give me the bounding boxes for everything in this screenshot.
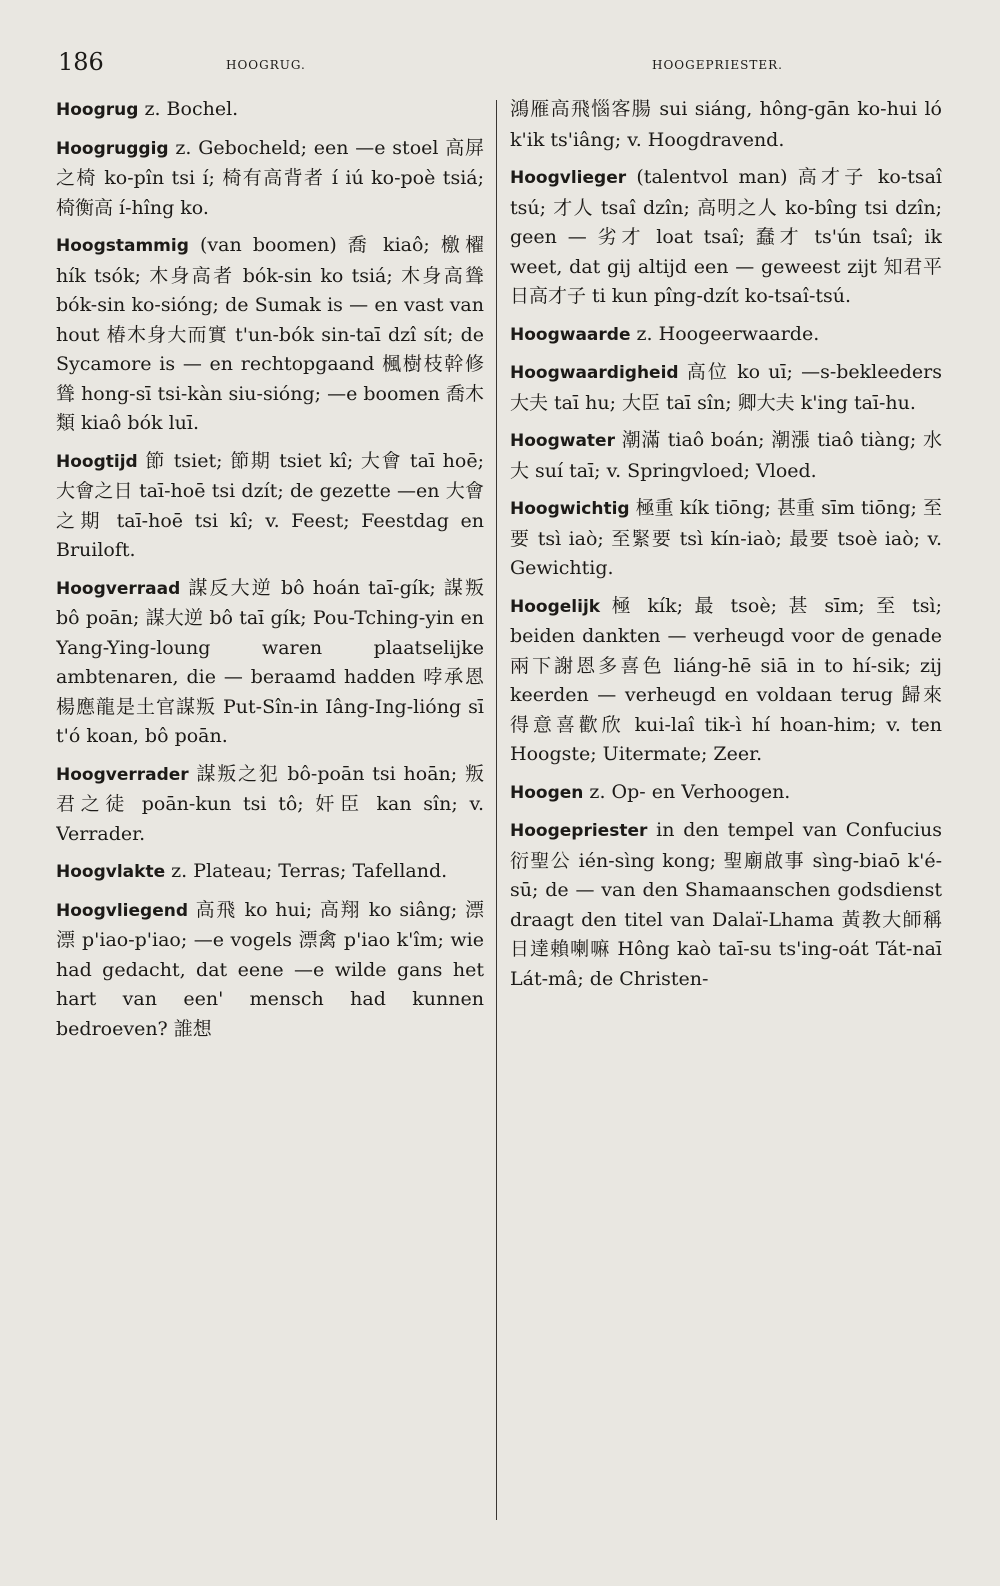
entry-text: (van boomen) 喬 kiaô; 檄櫂 hík tsók; 木身高者 bók-sin ko tsiá; 木身高聳 bók-sin ko-sióng; de Sumak is — en vast van hout 椿木身大而實 t'un-bók sin-taī dzî sít; de Sycamore is — en rechtopgaand 楓樹枝幹修聳 hong-sī tsi-kàn siu-sióng; —e boomen 喬木類 kiaô bók luī. (56, 234, 484, 434)
entry-headword: Hoogrug (56, 100, 139, 120)
entry-text: (talentvol man) 高才子 ko-tsaî tsú; 才人 tsaî dzîn; 高明之人 ko-bîng tsi dzîn; geen — 劣才 loat tsaî; 蠢才 ts'ún tsaî; ik weet, dat gij altijd een — geweest zijt 知君平日高才子 ti kun pîng-dzít ko-tsaî-tsú. (510, 166, 942, 307)
entry-headword: Hoogtijd (56, 451, 138, 472)
dictionary-entry (56, 447, 484, 566)
dictionary-entry (510, 494, 942, 584)
left-running-head: HOOGRUG. (226, 58, 306, 72)
entry-text: 謀叛之犯 bô-poān tsi hoān; 叛君之徒 poān-kun tsi tô; 奸臣 kan sîn; v. Verrader. (56, 762, 484, 845)
entry-headword: Hoogverraad (56, 578, 181, 599)
entry-text: 高飛 ko hui; 高翔 ko siâng; 漂漂 p'iao-p'iao; —e vogels 漂禽 p'iao k'îm; wie had gedacht, dat eene —e wilde gans het hart van een' mensch had kunnen bedroeven? 誰想 (56, 898, 484, 1040)
page-number: 186 (58, 48, 104, 76)
dictionary-entry (56, 95, 484, 126)
dictionary-entry (510, 320, 942, 351)
entry-text: in den tempel van Confucius 衍聖公 ién-sìng kong; 聖廟啟事 sìng-biaō k'é-sū; de — van den Shamaanschen godsdienst draagt den titel van Dalaï-Lhama 黃教大師稱日達賴喇嘛 Hông kaò taī-su ts'ing-oát Tát-naī Lát-mâ; de Christen- (510, 819, 942, 990)
right-column (510, 95, 942, 1545)
entry-headword: Hoogen (510, 782, 584, 803)
entry-text: z. Bochel. (138, 98, 239, 120)
entry-headword: Hoogruggig (56, 138, 169, 159)
left-column (56, 95, 484, 1545)
entry-headword: Hoogelijk (510, 596, 601, 617)
entry-headword: Hoogvlieger (510, 168, 627, 188)
column-divider (496, 100, 497, 1520)
entry-text: 極重 kík tiōng; 甚重 sīm tiōng; 至要 tsì iaò; 至緊要 tsì kín-iaò; 最要 tsoè iaò; v. Gewichtig. (510, 497, 942, 579)
dictionary-entry (56, 760, 484, 850)
dictionary-entry (510, 426, 942, 486)
entry-text: z. Hoogeerwaarde. (630, 322, 820, 345)
entry-headword: Hoogepriester (510, 821, 648, 841)
dictionary-entry (510, 358, 942, 418)
entry-text: 鴻雁高飛惱客腸 sui siáng, hông-gān ko-hui ló k'ik ts'iâng; v. Hoogdravend. (510, 98, 942, 151)
entry-headword: Hoogvliegend (56, 900, 188, 921)
dictionary-entry (56, 134, 484, 224)
dictionary-entry (56, 857, 484, 888)
dictionary-entry (510, 592, 942, 770)
entry-text: 極 kík; 最 tsoè; 甚 sīm; 至 tsì; beiden dankten — verheugd voor de genade 兩下謝恩多喜色 liáng-hē siā in to hí-sik; zij keerden — verheugd en voldaan terug 歸來得意喜歡欣 kui-laî tik-ì hí hoan-him; v. ten Hoogste; Uitermate; Zeer. (510, 594, 942, 765)
entry-headword: Hoogwaardigheid (510, 363, 679, 383)
entry-text: z. Op- en Verhoogen. (583, 780, 791, 803)
dictionary-entry (56, 574, 484, 752)
entry-headword: Hoogwater (510, 431, 615, 451)
entry-text: 節 tsiet; 節期 tsiet kî; 大會 taī hoē; 大會之日 taī-hoē tsi dzít; de gezette —en 大會之期 taī-hoē tsi kî; v. Feest; Feestdag en Bruiloft. (56, 449, 484, 561)
dictionary-entry (510, 778, 942, 809)
entry-text: z. Plateau; Terras; Tafelland. (165, 860, 448, 882)
dictionary-entry (56, 231, 484, 439)
entry-headword: Hoogvlakte (56, 862, 166, 882)
dictionary-entry (510, 95, 942, 155)
entry-text: z. Gebocheld; een —e stoel 高屏之椅 ko-pîn tsi í; 椅有高背者 í iú ko-poè tsiá; 椅衡高 í-hîng ko. (56, 136, 484, 219)
page-header (0, 44, 1000, 84)
entry-text: 謀反大逆 bô hoán taī-gík; 謀叛 bô poān; 謀大逆 bô taī gík; Pou-Tching-yin en Yang-Ying-loung waren plaatselijke ambtenaren, die — beraamd hadden 哱承恩楊應龍是土官謀叛 Put-Sîn-in Iâng-Ing-lióng sī t'ó koan, bô poān. (56, 576, 484, 747)
entry-text: 高位 ko uī; —s-bekleeders 大夫 taī hu; 大臣 taī sîn; 卿大夫 k'ing taī-hu. (510, 361, 942, 414)
dictionary-entry (56, 896, 484, 1045)
right-running-head: HOOGEPRIESTER. (652, 58, 783, 72)
entry-headword: Hoogwichtig (510, 499, 630, 519)
entry-headword: Hoogwaarde (510, 324, 631, 345)
entry-headword: Hoogverrader (56, 764, 189, 785)
entry-headword: Hoogstammig (56, 236, 189, 256)
entry-text: 潮滿 tiaô boán; 潮漲 tiaô tiàng; 水大 suí taī; v. Springvloed; Vloed. (510, 429, 942, 482)
dictionary-entry (510, 163, 942, 312)
dictionary-entry (510, 816, 942, 994)
